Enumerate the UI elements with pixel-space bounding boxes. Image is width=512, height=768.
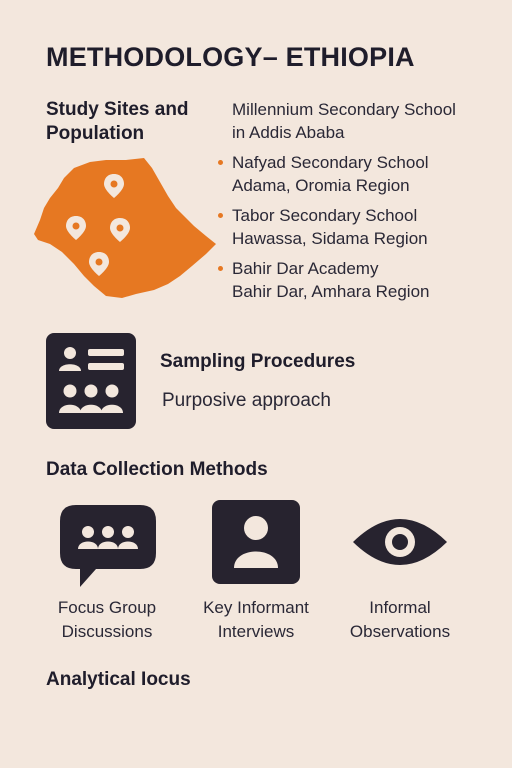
eye-icon xyxy=(351,512,449,572)
sampling-description: Purposive approach xyxy=(162,390,331,411)
method-informal-observations xyxy=(330,596,470,644)
method-label-line2: Interviews xyxy=(217,622,295,641)
site-location: Adama, Oromia Region xyxy=(232,176,410,195)
site-name: Nafyad Secondary School xyxy=(232,153,429,172)
method-label-line1: Informal xyxy=(369,598,431,617)
bullet-dot xyxy=(218,266,223,271)
study-sites-heading xyxy=(46,98,216,146)
site-item xyxy=(216,151,506,197)
site-name: Millennium Secondary School xyxy=(232,100,456,119)
site-location: Hawassa, Sidama Region xyxy=(232,229,428,248)
people-list-icon xyxy=(46,333,136,429)
person-portrait-icon xyxy=(212,500,300,584)
study-sites-list xyxy=(216,98,506,310)
method-label-line2: Observations xyxy=(349,622,451,641)
method-label-line1: Key Informant xyxy=(203,598,309,617)
site-name: Tabor Secondary School xyxy=(232,206,418,225)
site-location: in Addis Ababa xyxy=(232,123,345,142)
method-label-line1: Focus Group xyxy=(57,598,157,617)
site-location: Bahir Dar, Amhara Region xyxy=(232,282,430,301)
study-sites-heading-line1: Study Sites and xyxy=(46,99,189,120)
method-label-line2: Discussions xyxy=(61,622,153,641)
site-item xyxy=(216,204,506,250)
site-item xyxy=(216,257,506,303)
bullet-dot xyxy=(218,213,223,218)
analytical-focus-heading: Analytical Ɩocus xyxy=(46,669,191,690)
site-item xyxy=(216,98,506,144)
method-focus-group xyxy=(37,596,177,644)
bullet-dot xyxy=(218,160,223,165)
speech-bubble-group-icon xyxy=(60,505,156,589)
data-collection-heading: Data Collection Methods xyxy=(46,459,268,480)
sampling-heading: Sampling Procedures xyxy=(160,351,356,372)
method-key-informant xyxy=(186,596,326,644)
ethiopia-map xyxy=(34,158,218,300)
study-sites-heading-line2: Population xyxy=(46,123,145,144)
page-title: METHODOLOGY– ETHIOPIA xyxy=(46,42,415,72)
site-name: Bahir Dar Academy xyxy=(232,259,379,278)
